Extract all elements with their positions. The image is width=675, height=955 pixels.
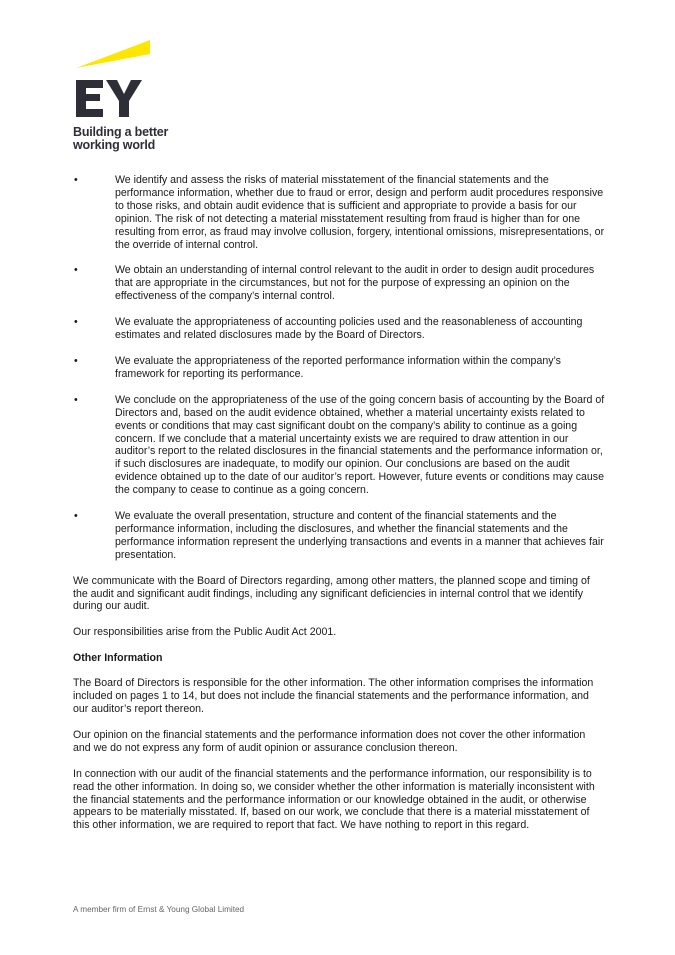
list-item (73, 355, 605, 381)
other-information-heading: Other Information (73, 652, 163, 665)
report-body (73, 174, 605, 845)
list-item (73, 174, 605, 251)
list-item (73, 316, 605, 342)
ey-logo-letter-y (106, 80, 142, 117)
bullet-symbol: • (74, 354, 78, 367)
list-item-text: We evaluate the appropriateness of accounting policies used and the reasonableness of accounting estimates and related disclosures made by the Board of Directors. (115, 316, 583, 342)
tagline-line-2: working world (73, 138, 156, 152)
bullet-symbol: • (74, 316, 78, 329)
tagline-line-1: Building a better (73, 125, 169, 139)
list-item (73, 394, 605, 497)
list-item-text: We conclude on the appropriateness of the use of the going concern basis of accounting by the Board of Directors and, based on the audit evidence obtained, whether a material uncertainty exists related to events or conditions that may cast significant doubt on the company’s ability to continue as a going concern. If we conclude that a material uncertainty exists we are required to draw attention in our auditor’s report to the related disclosures in the financial statements and the performance information or, if such disclosures are inadequate, to modify our opinion. Our conclusions are based on the audit evidence obtained up to the date of our auditor’s report. However, future events or conditions may cause the company to cease to continue as a going concern. (115, 393, 605, 497)
other-information-paragraph-3: In connection with our audit of the financial statements and the performance information, our responsibility is to read the other information. In doing so, we consider whether the other information is materially inconsistent with the financial statements and the performance information or our knowledge obtained in the audit, or otherwise appears to be materially misstated. If, based on our work, we conclude that there is a material misstatement of this other information, we are required to report that fact. We have nothing to report in this regard. (73, 767, 595, 832)
communication-paragraph: We communicate with the Board of Directors regarding, among other matters, the planned scope and timing of the audit and significant audit findings, including any significant deficiencies in internal control that we identify during our audit. (73, 574, 590, 613)
ey-logo-beam (76, 40, 150, 68)
list-item-text: We obtain an understanding of internal control relevant to the audit in order to design audit procedures that are appropriate in the circumstances, but not for the purpose of expressing an opinion on the effectiveness of the company’s internal control. (115, 264, 595, 303)
other-information-paragraph-1: The Board of Directors is responsible for the other information. The other information comprises the information included on pages 1 to 14, but does not include the financial statements and the performance information, and our auditor’s report thereon. (73, 677, 594, 715)
bullet-symbol: • (74, 174, 78, 186)
bullet-symbol: • (74, 264, 78, 277)
list-item-text: We identify and assess the risks of material misstatement of the financial statements and the performance information, whether due to fraud or error, design and perform audit procedures responsive to those risks, and obtain audit evidence that is sufficient and appropriate to provide a basis for our opinion. The risk of not detecting a material misstatement resulting from fraud is higher than for one resulting from error, as fraud may involve collusion, forgery, intentional omissions, misrepresentations, or the override of internal control. (115, 174, 605, 251)
list-item (73, 264, 605, 303)
audit-procedures-list (73, 174, 605, 562)
page-footer: A member firm of Ernst & Young Global Limited (73, 905, 245, 914)
bullet-symbol: • (74, 510, 78, 523)
ey-logo-mark (73, 40, 183, 120)
list-item-text: We evaluate the overall presentation, structure and content of the financial statements and the performance information, including the disclosures, and whether the financial statements and the performance information represent the underlying transactions and events in a manner that achieves fair presentation. (115, 510, 604, 561)
ey-tagline (73, 126, 168, 152)
list-item (73, 510, 605, 562)
ey-logo-letter-e (76, 80, 103, 117)
bullet-symbol: • (74, 393, 78, 406)
list-item-text: We evaluate the appropriateness of the reported performance information within the company’s framework for reporting its performance. (115, 354, 561, 380)
other-information-paragraph-2: Our opinion on the financial statements and the performance information does not cover the other information and we do not express any form of audit opinion or assurance conclusion thereon. (73, 728, 586, 754)
responsibilities-paragraph: Our responsibilities arise from the Public Audit Act 2001. (73, 626, 337, 639)
